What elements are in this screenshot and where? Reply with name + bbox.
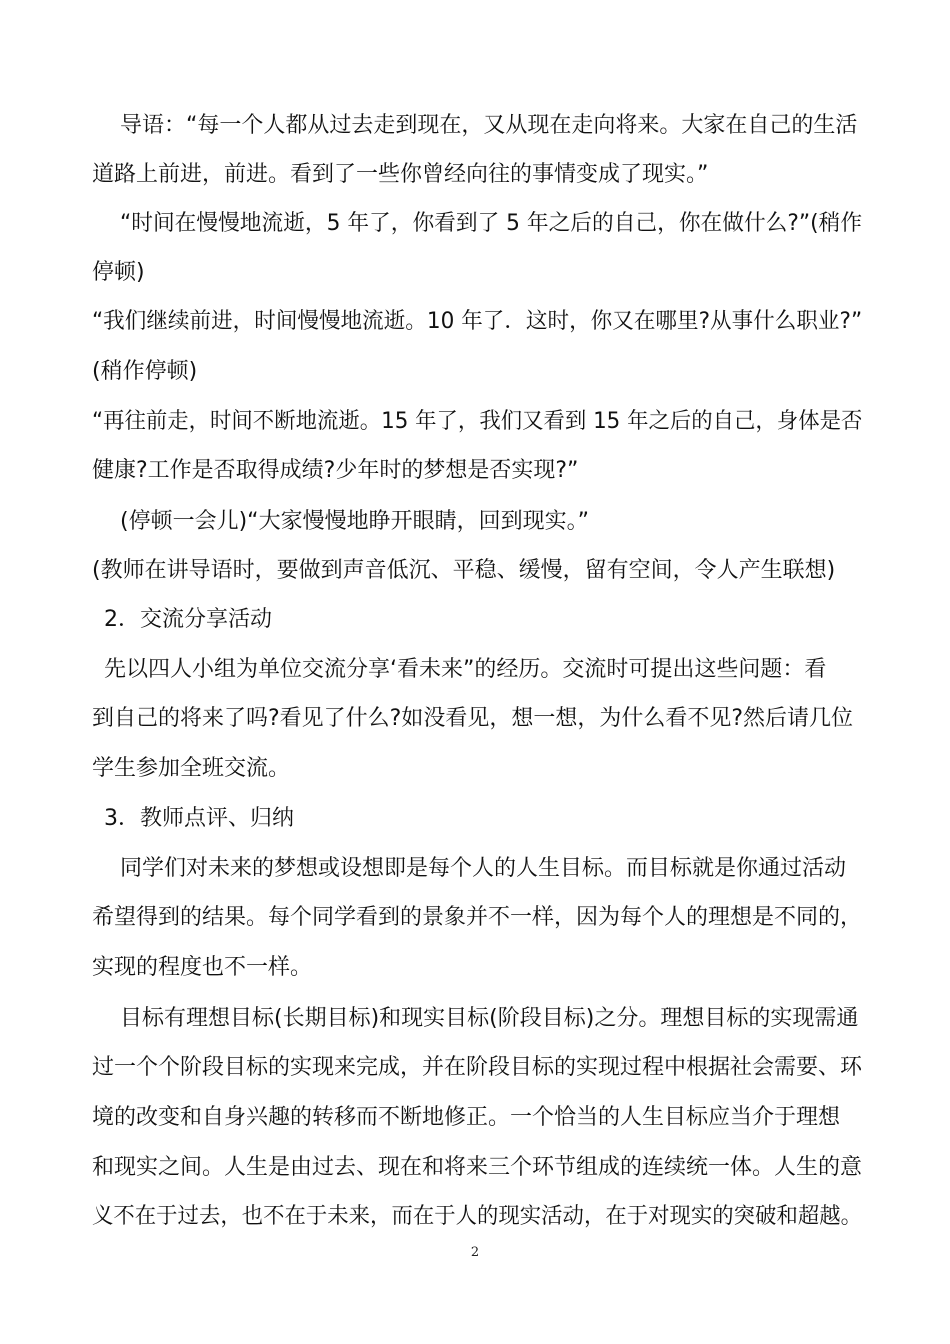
paragraph-line: 同学们对未来的梦想或设想即是每个人的人生目标。而目标就是你通过活动 <box>120 856 847 881</box>
paragraph-line: 健康?工作是否取得成绩?少年时的梦想是否实现?” <box>92 458 579 483</box>
paragraph-line: 境的改变和自身兴趣的转移而不断地修正。一个恰当的人生目标应当介于理想 <box>92 1105 841 1130</box>
paragraph-line: 过一个个阶段目标的实现来完成，并在阶段目标的实现过程中根据社会需要、环 <box>92 1055 863 1080</box>
paragraph-line: 和现实之间。人生是由过去、现在和将来三个环节组成的连续统一体。人生的意 <box>92 1155 863 1180</box>
paragraph-line: 学生参加全班交流。 <box>92 756 291 781</box>
paragraph-line: 目标有理想目标(长期目标)和现实目标(阶段目标)之分。理想目标的实现需通 <box>120 1006 859 1031</box>
paragraph-line: 导语：“每一个人都从过去走到现在，又从现在走向将来。大家在自己的生活 <box>120 113 858 138</box>
section-heading: 2．交流分享活动 <box>104 607 272 632</box>
paragraph-line: 希望得到的结果。每个同学看到的景象并不一样，因为每个人的理想是不同的， <box>92 905 863 930</box>
paragraph-line: 道路上前进，前进。看到了一些你曾经向往的事情变成了现实。” <box>92 162 709 187</box>
paragraph-line: (停顿一会儿)“大家慢慢地睁开眼睛，回到现实。” <box>120 509 589 534</box>
paragraph-line: 停顿) <box>92 260 145 285</box>
paragraph-line: 到自己的将来了吗?看见了什么?如没看见，想一想，为什么看不见?然后请几位 <box>92 706 854 731</box>
paragraph-line: 实现的程度也不一样。 <box>92 955 313 980</box>
paragraph-line: (教师在讲导语时，要做到声音低沉、平稳、缓慢，留有空间，令人产生联想) <box>92 558 836 583</box>
page-number: 2 <box>470 1245 480 1260</box>
paragraph-line: (稍作停顿) <box>92 359 198 384</box>
paragraph-line: 先以四人小组为单位交流分享‘看未来”的经历。交流时可提出这些问题：看 <box>104 657 827 682</box>
paragraph-line: “时间在慢慢地流逝，5 年了，你看到了 5 年之后的自己，你在做什么?”(稍作 <box>120 211 863 236</box>
paragraph-line: “再往前走，时间不断地流逝。15 年了，我们又看到 15 年之后的自己，身体是否 <box>92 409 863 434</box>
paragraph-line: “我们继续前进，时间慢慢地流逝。10 年了．这时，你又在哪里?从事什么职业?” <box>92 309 863 334</box>
paragraph-line: 义不在于过去，也不在于未来，而在于人的现实活动，在于对现实的突破和超越。 <box>92 1204 863 1229</box>
section-heading: 3．教师点评、归纳 <box>104 806 294 831</box>
